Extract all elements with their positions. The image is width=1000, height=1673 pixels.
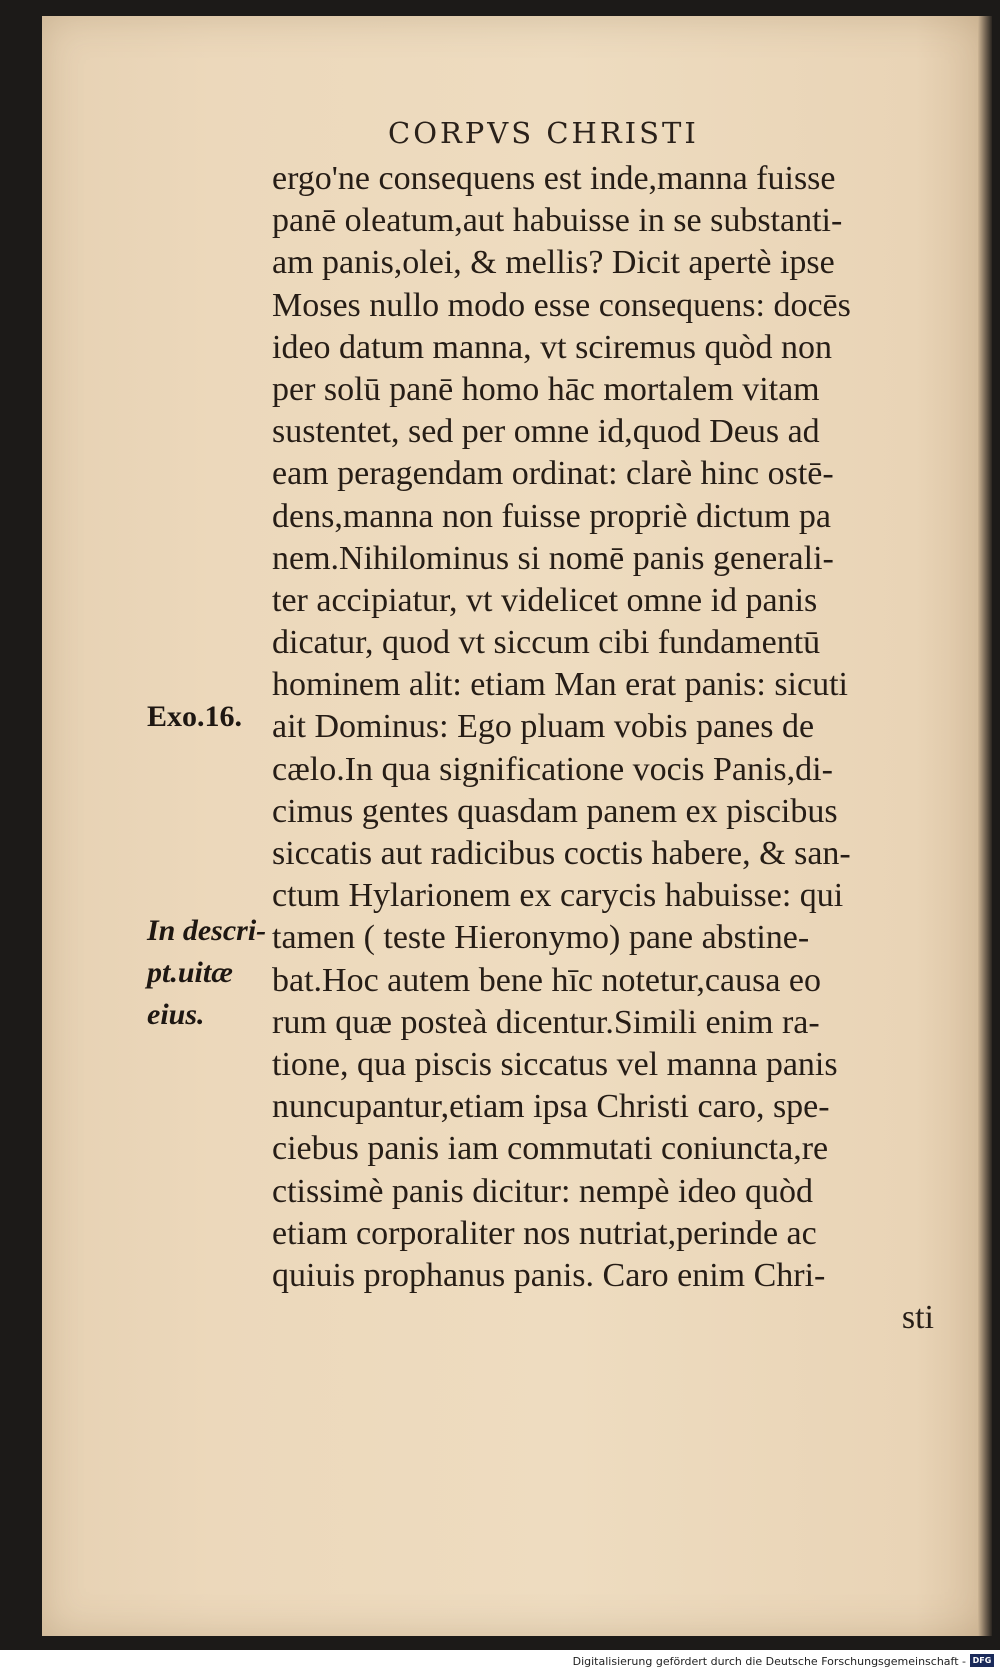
catchword: sti	[901, 1299, 934, 1337]
text-line: eam peragendam ordinat: clarè hinc ostē-	[272, 455, 834, 493]
text-line: ctum Hylarionem ex caryсis habuisse: qui	[272, 877, 844, 915]
dfg-logo: DFG	[970, 1654, 994, 1667]
margin-note-exodus: Exo.16.	[147, 700, 243, 733]
text-line: bat.Hoc autem bene hīc notetur,causa eo	[272, 961, 822, 999]
text-line: ciebus panis iam commutati coniuncta,re	[272, 1130, 829, 1168]
text-line: etiam corporaliter nos nutriat,perinde ac	[272, 1214, 817, 1252]
text-line: ait Dominus: Ego pluam vobis panes de	[272, 708, 815, 746]
text-line: ideo datum manna, vt sciremus quòd non	[272, 328, 832, 366]
text-line: rum quæ posteà dicentur.Simili enim ra-	[272, 1003, 820, 1041]
text-line: ter accipiatur, vt videlicet omne id panis	[272, 581, 818, 619]
running-head: CORPVS CHRISTI	[388, 116, 699, 150]
margin-note-line: pt.uitæ	[147, 956, 233, 989]
text-line: per solū panē homo hāc mortalem vitam	[272, 370, 820, 408]
text-line: dicatur, quod vt siccum cibi fundamentū	[272, 624, 821, 662]
footer-credit: Digitalisierung gefördert durch die Deutsche Forschungsgemeinschaft -	[572, 1655, 966, 1668]
text-line: cimus gentes quasdam panem ex piscibus	[272, 792, 838, 830]
text-line: am panis,olei, & mellis? Dicit apertè ipse	[272, 244, 835, 282]
body-text	[272, 158, 972, 1339]
text-line: nem.Nihilominus si nomē panis generali-	[272, 539, 834, 577]
margin-note-in-descriptione	[147, 910, 266, 1036]
text-line: ctissimè panis dicitur: nempè ideo quòd	[272, 1172, 814, 1210]
text-line: sustentet, sed per omne id,quod Deus ad	[272, 413, 820, 451]
text-line: nuncupantur,etiam ipsa Christi caro, spe-	[272, 1088, 830, 1126]
text-line: Moses nullo modo esse consequens: docēs	[272, 286, 851, 324]
page-edge-shadow	[978, 16, 992, 1636]
text-line: quiuis prophanus panis. Caro enim Chri-	[272, 1256, 826, 1294]
text-line: dens,manna non fuisse propriè dictum pa	[272, 497, 831, 535]
text-line: panē oleatum,aut habuisse in se substanti-	[272, 202, 843, 240]
margin-note-line: eius.	[147, 998, 205, 1031]
text-line: cælo.In qua significatione vocis Panis,di-	[272, 750, 833, 788]
text-line: tamen ( teste Hieronymo) pane abstine-	[272, 919, 810, 957]
margin-note-line: In descri-	[147, 914, 267, 947]
text-line: tione, qua piscis siccatus vel manna panis	[272, 1045, 838, 1083]
text-line: siccatis aut radicibus coctis habere, & san-	[272, 835, 851, 872]
text-line: hominem alit: etiam Man erat panis: sicuti	[272, 666, 848, 704]
text-line: ergo'ne consequens est inde,manna fuisse	[272, 160, 836, 197]
